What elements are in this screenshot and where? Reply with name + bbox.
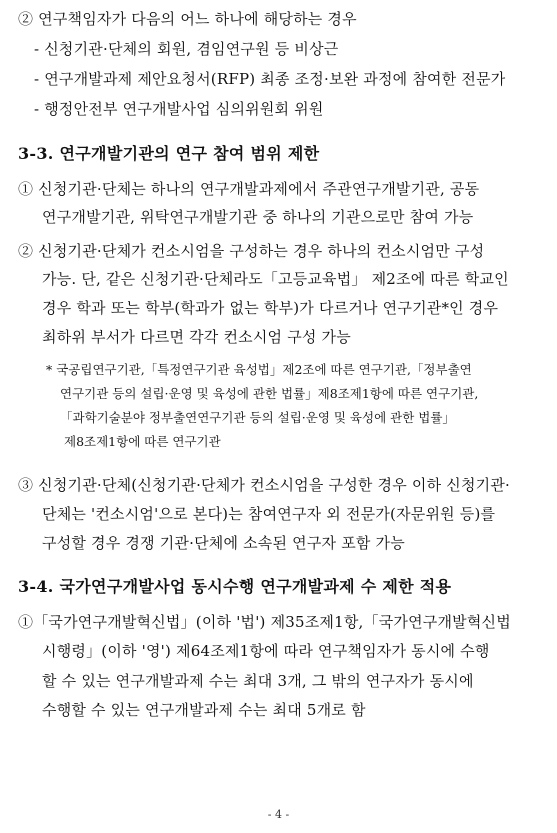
- section-3-3-heading: 3-3. 연구개발기관의 연구 참여 범위 제한: [18, 144, 320, 163]
- section-3-3-item-2-line-3: 경우 학과 또는 학부(학과가 없는 학부)가 다르거나 연구기관*인 경우: [42, 299, 499, 317]
- intro-bullet-2: - 연구개발과제 제안요청서(RFP) 최종 조정·보완 과정에 참여한 전문가: [34, 70, 506, 88]
- section-3-4-item-1-line-3: 할 수 있는 연구개발과제 수는 최대 3개, 그 밖의 연구자가 동시에: [42, 672, 474, 690]
- section-3-3-item-2-line-4: 최하위 부서가 다르면 각각 컨소시엄 구성 가능: [42, 328, 351, 346]
- section-3-3-item-1-line-1: ① 신청기관·단체는 하나의 연구개발과제에서 주관연구개발기관, 공동: [18, 180, 480, 198]
- intro-item-2: ② 연구책임자가 다음의 어느 하나에 해당하는 경우: [18, 10, 357, 28]
- intro-bullet-3: - 행정안전부 연구개발사업 심의위원회 위원: [34, 100, 324, 118]
- footnote-line-1: * 국공립연구기관,「특정연구기관 육성법」제2조에 따른 연구기관,「정부출연: [46, 362, 472, 377]
- section-3-4-item-1-line-4: 수행할 수 있는 연구개발과제 수는 최대 5개로 함: [42, 701, 366, 719]
- intro-bullet-1: - 신청기관·단체의 회원, 겸임연구원 등 비상근: [34, 40, 339, 58]
- section-3-3-item-3-line-1: ③ 신청기관·단체(신청기관·단체가 컨소시엄을 구성한 경우 이하 신청기관·: [18, 476, 510, 494]
- section-3-4-item-1-line-1: ①「국가연구개발혁신법」(이하 '법') 제35조제1항,「국가연구개발혁신법: [18, 613, 511, 631]
- section-3-3-item-2-line-2: 가능. 단, 같은 신청기관·단체라도「고등교육법」 제2조에 따른 학교인: [42, 270, 509, 288]
- section-3-3-item-3-line-3: 구성할 경우 경쟁 기관·단체에 소속된 연구자 포함 가능: [42, 534, 405, 552]
- section-3-3-item-1-line-2: 연구개발기관, 위탁연구개발기관 중 하나의 기관으로만 참여 가능: [42, 208, 474, 226]
- page-number: - 4 -: [267, 808, 290, 821]
- footnote-line-2: 연구기관 등의 설립·운영 및 육성에 관한 법률」제8조제1항에 따른 연구기관,: [60, 386, 479, 401]
- section-3-3-item-3-line-2: 단체는 '컨소시엄'으로 본다)는 참여연구자 외 전문가(자문위원 등)를: [42, 505, 496, 523]
- section-3-3-item-2-line-1: ② 신청기관·단체가 컨소시엄을 구성하는 경우 하나의 컨소시엄만 구성: [18, 242, 485, 260]
- footnote-line-4: 제8조제1항에 따른 연구기관: [64, 434, 221, 449]
- section-3-4-heading: 3-4. 국가연구개발사업 동시수행 연구개발과제 수 제한 적용: [18, 577, 452, 596]
- footnote-line-3: 「과학기술분야 정부출연연구기관 등의 설립·운영 및 육성에 관한 법률」: [60, 410, 455, 425]
- section-3-4-item-1-line-2: 시행령」(이하 '영') 제64조제1항에 따라 연구책임자가 동시에 수행: [42, 642, 490, 660]
